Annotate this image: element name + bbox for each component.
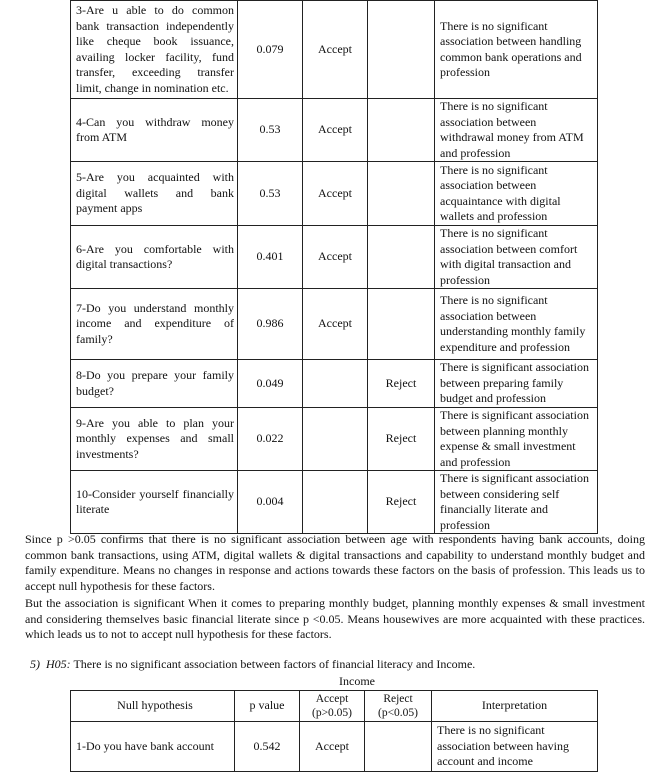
header-interpretation: Interpretation (432, 691, 598, 722)
interpretation-cell: There is no significant association between having account and income (432, 722, 598, 772)
table-header-row (71, 691, 598, 722)
header-null-hypothesis: Null hypothesis (71, 691, 235, 722)
table-row (71, 162, 598, 226)
header-reject-condition: (p<0.05) (377, 707, 419, 719)
interpretation-cell: There is significant association between considering self financially literate and profession (435, 471, 598, 534)
header-reject (365, 691, 432, 722)
accept-cell: Accept (303, 162, 368, 226)
p-value-cell: 0.022 (238, 408, 303, 471)
findings-paragraph-significant: But the association is significant When it comes to preparing monthly budget, planning monthly expenses & small investment and considering themselves basic financial literate since p <0.05. Means housewives are more acquainted with these practices. which leads us to not to accept null hypothesis for these factors. (25, 596, 645, 642)
p-value-cell: 0.53 (238, 162, 303, 226)
question-cell: 3-Are u able to do common bank transaction independently like cheque book issuance, availing locker facility, fund transfer, exceeding transfer limit, change in nomination etc. (71, 1, 238, 99)
interpretation-cell: There is no significant association between understanding monthly family expenditure and profession (435, 289, 598, 360)
income-group-label: Income (339, 674, 375, 688)
hypothesis-number: 5) (30, 657, 40, 671)
header-p-value: p value (235, 691, 300, 722)
table-row (71, 289, 598, 360)
accept-cell (303, 408, 368, 471)
results-table-profession (70, 0, 598, 534)
results-table-income (70, 690, 598, 772)
accept-cell: Accept (300, 722, 365, 772)
question-cell: 1-Do you have bank account (71, 722, 235, 772)
p-value-cell: 0.004 (238, 471, 303, 534)
table-row (71, 1, 598, 99)
interpretation-cell: There is significant association between planning monthly expense & small investment and profession (435, 408, 598, 471)
table-row (71, 471, 598, 534)
p-value-cell: 0.542 (235, 722, 300, 772)
reject-cell: Reject (368, 471, 435, 534)
reject-cell: Reject (368, 408, 435, 471)
accept-cell (303, 471, 368, 534)
p-value-cell: 0.986 (238, 289, 303, 360)
table-row (71, 722, 598, 772)
interpretation-cell: There is significant association between preparing family budget and profession (435, 360, 598, 408)
reject-cell (368, 162, 435, 226)
reject-cell (368, 289, 435, 360)
header-accept (300, 691, 365, 722)
reject-cell (368, 1, 435, 99)
p-value-cell: 0.53 (238, 99, 303, 162)
accept-cell: Accept (303, 226, 368, 289)
p-value-cell: 0.079 (238, 1, 303, 99)
table-row (71, 408, 598, 471)
findings-paragraph: Since p >0.05 confirms that there is no significant association between age with respondents having bank accounts, doing common bank transactions, using ATM, digital wallets & digital transactions and capability to understand monthly budget and family expenditure. Means no changes in response and actions towards these factors on the basis of profession. This leads us to accept null hypothesis for these factors. (25, 532, 645, 593)
hypothesis-text: There is no significant association between factors of financial literacy and Income. (73, 657, 476, 671)
reject-cell (368, 226, 435, 289)
interpretation-cell: There is no significant association between handling common bank operations and profession (435, 1, 598, 99)
reject-cell (368, 99, 435, 162)
table-row (71, 226, 598, 289)
accept-cell: Accept (303, 289, 368, 360)
question-cell: 10-Consider yourself financially literate (71, 471, 238, 534)
question-cell: 6-Are you comfortable with digital transactions? (71, 226, 238, 289)
reject-cell: Reject (368, 360, 435, 408)
hypothesis-heading (30, 657, 475, 672)
hypothesis-code: H05: (46, 657, 71, 671)
question-cell: 8-Do you prepare your family budget? (71, 360, 238, 408)
header-accept-condition: (p>0.05) (311, 707, 353, 719)
question-cell: 4-Can you withdraw money from ATM (71, 99, 238, 162)
interpretation-cell: There is no significant association between comfort with digital transaction and profession (435, 226, 598, 289)
reject-cell (365, 722, 432, 772)
p-value-cell: 0.401 (238, 226, 303, 289)
question-cell: 5-Are you acquainted with digital wallets and bank payment apps (71, 162, 238, 226)
interpretation-cell: There is no significant association between acquaintance with digital wallets and profession (435, 162, 598, 226)
interpretation-cell: There is no significant association between withdrawal money from ATM and profession (435, 99, 598, 162)
question-cell: 7-Do you understand monthly income and expenditure of family? (71, 289, 238, 360)
table-row (71, 360, 598, 408)
table-row (71, 99, 598, 162)
accept-cell: Accept (303, 1, 368, 99)
header-reject-label: Reject (383, 693, 413, 705)
header-accept-label: Accept (315, 693, 349, 705)
accept-cell (303, 360, 368, 408)
p-value-cell: 0.049 (238, 360, 303, 408)
question-cell: 9-Are you able to plan your monthly expenses and small investments? (71, 408, 238, 471)
accept-cell: Accept (303, 99, 368, 162)
